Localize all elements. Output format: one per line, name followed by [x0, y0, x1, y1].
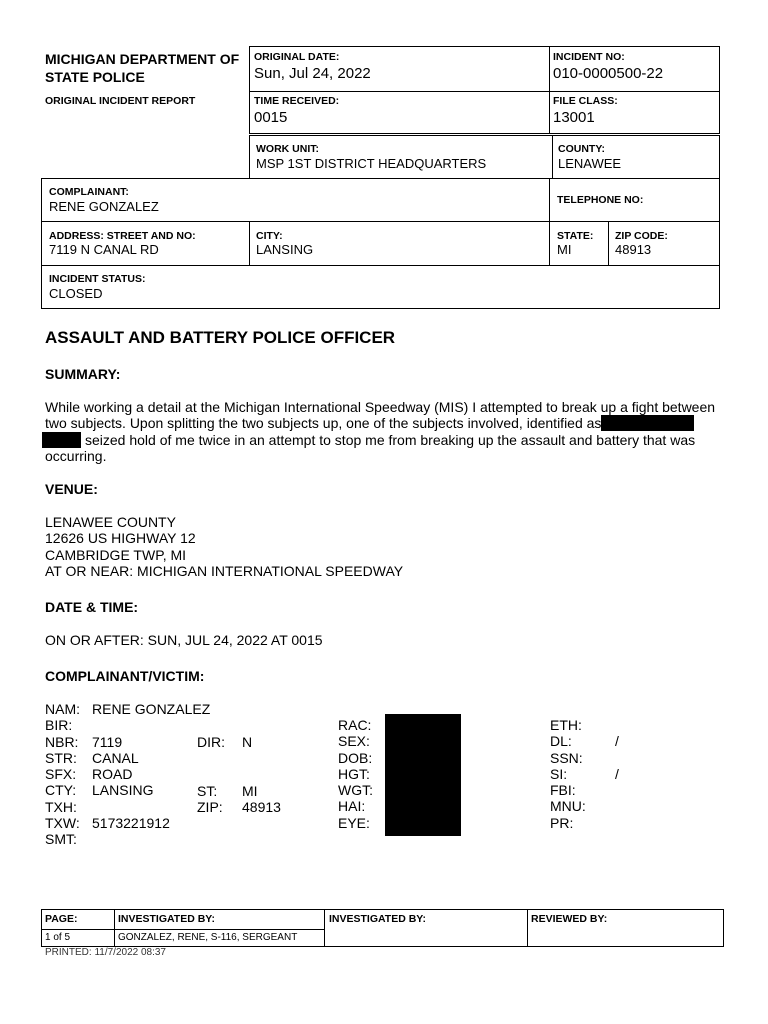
printed-timestamp: PRINTED: 11/7/2022 08:37	[45, 947, 166, 958]
field-label: DOB:	[338, 749, 373, 766]
divider	[549, 178, 550, 222]
time-received: 0015	[254, 109, 288, 126]
incident-status: CLOSED	[49, 286, 103, 301]
page-number: 1 of 5	[45, 932, 71, 943]
zip-label: ZIP CODE:	[615, 230, 668, 242]
summary-line: two subjects. Upon splitting the two subjects up, one of the subjects involved, identified as	[45, 415, 602, 432]
field-label: ZIP:	[197, 799, 223, 816]
field-label: STR:	[45, 749, 77, 766]
divider	[527, 909, 528, 947]
victim-street-number: 7119	[92, 733, 123, 750]
status-label: INCIDENT STATUS:	[49, 273, 146, 285]
field-label: NBR:	[45, 733, 79, 750]
venue-line: LENAWEE COUNTY	[45, 514, 176, 530]
agency-name	[45, 50, 239, 86]
field-label: ETH:	[550, 717, 582, 733]
venue-line: 12626 US HIGHWAY 12	[45, 530, 196, 547]
field-label: SEX:	[338, 733, 370, 750]
field-label: FBI:	[550, 782, 576, 799]
field-label: DIR:	[197, 734, 225, 750]
victim-separators	[615, 733, 619, 782]
city-label: CITY:	[256, 230, 283, 242]
victim-name: RENE GONZALEZ	[92, 701, 211, 717]
redaction-box	[385, 714, 461, 836]
si-separator: /	[615, 765, 619, 782]
divider	[249, 91, 720, 92]
victim-labels-col4	[550, 717, 586, 831]
redaction-box	[601, 415, 694, 431]
agency-line2: STATE POLICE	[45, 69, 145, 85]
field-label: HAI:	[338, 798, 366, 815]
field-label: WGT:	[338, 782, 373, 799]
venue-address	[45, 514, 403, 579]
complainant-label: COMPLAINANT:	[49, 186, 129, 198]
county: LENAWEE	[558, 156, 622, 171]
victim-state: MI	[242, 782, 258, 799]
summary-line: seized hold of me twice in an attempt to stop me from breaking up the assault and battery that was	[85, 431, 696, 448]
original-date: Sun, Jul 24, 2022	[254, 65, 371, 82]
victim-city: LANSING	[92, 782, 154, 799]
divider	[552, 135, 553, 179]
venue-heading: VENUE:	[45, 481, 98, 497]
investigated-by-label-2: INVESTIGATED BY:	[329, 913, 427, 925]
field-label: SFX:	[45, 766, 77, 783]
agency-line1: MICHIGAN DEPARTMENT OF	[45, 51, 240, 67]
datetime-value: ON OR AFTER: SUN, JUL 24, 2022 AT 0015	[45, 632, 323, 648]
field-label: NAM:	[45, 701, 80, 717]
investigated-by-label: INVESTIGATED BY:	[118, 913, 216, 925]
summary-line: occurring.	[45, 447, 107, 464]
state-label: STATE:	[557, 230, 594, 242]
summary-text	[45, 399, 735, 464]
field-label: SI:	[550, 765, 568, 782]
original-date-label: ORIGINAL DATE:	[254, 51, 340, 63]
venue-line: CAMBRIDGE TWP, MI	[45, 546, 187, 563]
telephone-label: TELEPHONE NO:	[557, 194, 644, 206]
dl-separator: /	[615, 733, 619, 749]
field-label: CTY:	[45, 782, 77, 799]
field-label: TXH:	[45, 798, 77, 815]
address-label: ADDRESS: STREET AND NO:	[49, 230, 196, 242]
county-label: COUNTY:	[558, 143, 606, 155]
address: 7119 N CANAL RD	[49, 242, 159, 257]
victim-work-phone: 5173221912	[92, 815, 170, 832]
venue-line: AT OR NEAR: MICHIGAN INTERNATIONAL SPEEDWAY	[45, 562, 404, 579]
field-label: RAC:	[338, 717, 372, 733]
work-unit-label: WORK UNIT:	[256, 143, 319, 155]
state: MI	[557, 242, 572, 257]
field-label: DL:	[550, 733, 572, 750]
summary-heading: SUMMARY:	[45, 366, 121, 382]
incident-no: 010-0000500-22	[553, 65, 664, 82]
incident-no-label: INCIDENT NO:	[553, 51, 625, 63]
field-label: MNU:	[550, 798, 586, 815]
victim-suffix: ROAD	[92, 766, 133, 783]
divider	[549, 221, 550, 266]
redaction-box	[42, 432, 81, 448]
reviewed-by-label: REVIEWED BY:	[531, 913, 608, 925]
file-class-label: FILE CLASS:	[553, 95, 618, 107]
file-class: 13001	[553, 109, 595, 126]
divider	[549, 46, 550, 134]
field-label: ST:	[197, 782, 218, 799]
victim-street: CANAL	[92, 749, 139, 766]
victim-labels-col3	[338, 717, 373, 831]
divider	[41, 929, 324, 930]
field-label: BIR:	[45, 717, 73, 734]
report-title: ASSAULT AND BATTERY POLICE OFFICER	[45, 328, 396, 347]
divider	[249, 221, 250, 266]
victim-labels-col2	[197, 734, 225, 815]
summary-line: While working a detail at the Michigan International Speedway (MIS) I attempted to break up a fight between	[45, 399, 716, 415]
divider	[114, 909, 115, 947]
field-label: EYE:	[338, 814, 370, 831]
page-label: PAGE:	[45, 913, 78, 925]
investigator-name: GONZALEZ, RENE, S-116, SERGEANT	[118, 932, 298, 943]
field-label: SSN:	[550, 749, 583, 766]
datetime-heading: DATE & TIME:	[45, 599, 139, 615]
victim-values-col2	[242, 734, 281, 815]
victim-zip: 48913	[242, 799, 281, 816]
field-label: TXW:	[45, 815, 80, 832]
victim-values-col1	[92, 701, 210, 831]
victim-labels-col1	[45, 701, 80, 848]
divider	[608, 221, 609, 266]
field-label: HGT:	[338, 765, 370, 782]
field-label: PR:	[550, 814, 574, 831]
work-unit: MSP 1ST DISTRICT HEADQUARTERS	[256, 156, 487, 171]
report-type: ORIGINAL INCIDENT REPORT	[45, 95, 196, 107]
complainant: RENE GONZALEZ	[49, 199, 159, 214]
victim-direction: N	[242, 734, 253, 750]
status-row	[41, 265, 720, 309]
divider	[324, 909, 325, 947]
field-label: SMT:	[45, 831, 77, 848]
zip: 48913	[615, 242, 652, 257]
city: LANSING	[256, 242, 314, 257]
victim-heading: COMPLAINANT/VICTIM:	[45, 668, 205, 684]
time-received-label: TIME RECEIVED:	[254, 95, 340, 107]
